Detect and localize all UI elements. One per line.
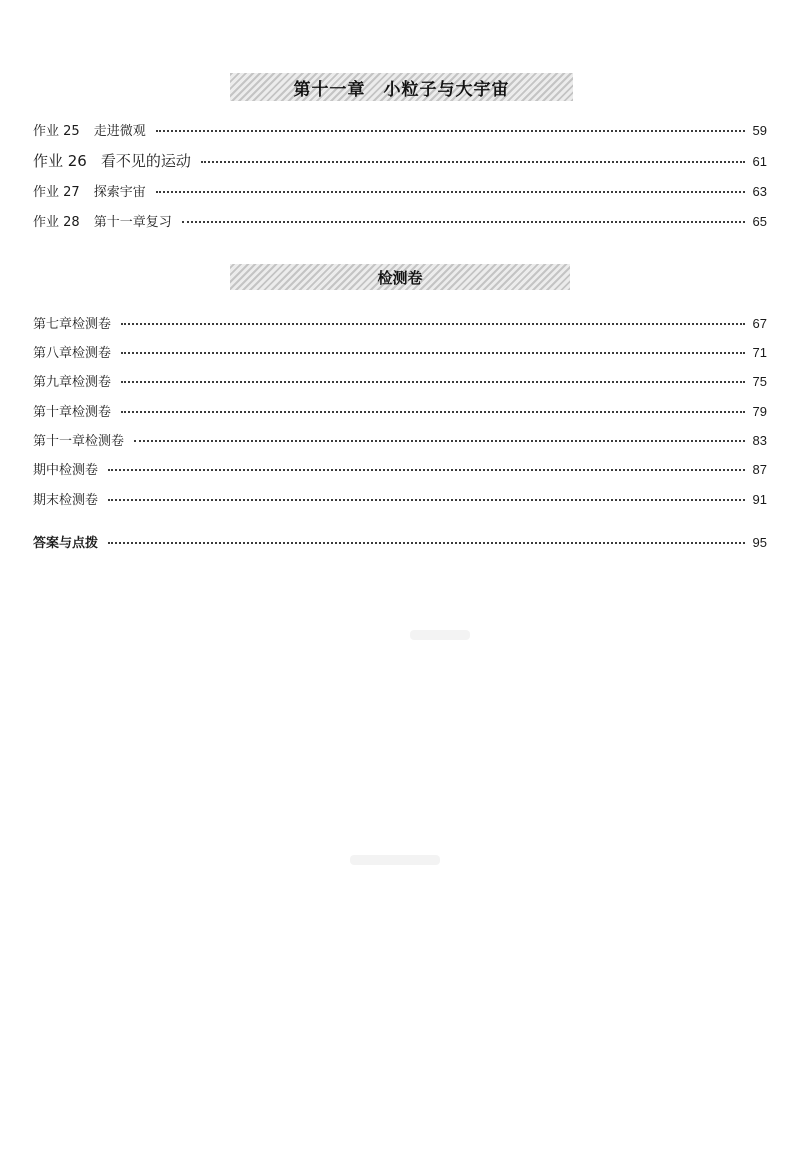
dot-leader: [108, 542, 745, 544]
toc-entry-test-ch11[interactable]: [33, 430, 767, 449]
toc-entry-28[interactable]: [33, 211, 767, 230]
entry-title: 期末检测卷: [33, 493, 99, 508]
toc-entry-27[interactable]: [33, 181, 767, 200]
chapter-11-heading: 第十一章 小粒子与大宇宙: [293, 79, 510, 100]
assignment-number: 作业 26: [33, 152, 87, 170]
dot-leader: [182, 221, 745, 223]
page-number: 59: [752, 123, 767, 138]
entry-title: 走进微观: [93, 124, 146, 139]
assignment-number: 作业 27: [33, 185, 80, 200]
dot-leader: [156, 191, 745, 193]
entry-title: 第九章检测卷: [33, 375, 112, 390]
assignment-number: 作业 25: [33, 124, 80, 139]
toc-entry-test-ch9[interactable]: [33, 371, 767, 390]
page-number: 65: [752, 214, 767, 229]
toc-entry-test-ch7[interactable]: [33, 313, 767, 332]
dot-leader: [121, 352, 745, 354]
bleed-through-mark: [410, 630, 470, 640]
dot-leader: [108, 499, 745, 501]
toc-entry-test-final[interactable]: [33, 489, 767, 508]
dot-leader: [121, 381, 745, 383]
dot-leader: [108, 469, 745, 471]
entry-title: 探索宇宙: [93, 185, 146, 200]
bleed-through-mark: [350, 855, 440, 865]
dot-leader: [156, 130, 745, 132]
assignment-number: 作业 28: [33, 215, 80, 230]
toc-entry-test-ch10[interactable]: [33, 401, 767, 420]
page-number: 71: [752, 345, 767, 360]
dot-leader: [134, 440, 745, 442]
entry-title: 第十一章检测卷: [33, 434, 125, 449]
page-number: 75: [752, 374, 767, 389]
page-number: 91: [752, 492, 767, 507]
entry-title: 第十一章复习: [93, 215, 172, 230]
dot-leader: [201, 161, 745, 163]
toc-entry-test-ch8[interactable]: [33, 342, 767, 361]
dot-leader: [121, 411, 745, 413]
entry-title: 答案与点拨: [33, 536, 99, 551]
dot-leader: [121, 323, 745, 325]
entry-title: 期中检测卷: [33, 463, 99, 478]
toc-entry-25[interactable]: [33, 120, 767, 139]
entry-title: 第十章检测卷: [33, 405, 112, 420]
page-number: 83: [752, 433, 767, 448]
entry-title: 第七章检测卷: [33, 317, 112, 332]
tests-heading: 检测卷: [377, 268, 423, 287]
chapter-11-banner: [230, 73, 573, 101]
toc-entry-test-midterm[interactable]: [33, 459, 767, 478]
entry-title: 看不见的运动: [100, 152, 191, 170]
page-number: 79: [752, 404, 767, 419]
entry-title: 第八章检测卷: [33, 346, 112, 361]
page-number: 87: [752, 462, 767, 477]
tests-banner: [230, 264, 570, 290]
page-number: 67: [752, 316, 767, 331]
toc-entry-26[interactable]: [33, 150, 767, 171]
page-number: 95: [752, 535, 767, 550]
toc-entry-answers[interactable]: [33, 532, 767, 551]
page-number: 61: [752, 154, 767, 169]
page-number: 63: [752, 184, 767, 199]
